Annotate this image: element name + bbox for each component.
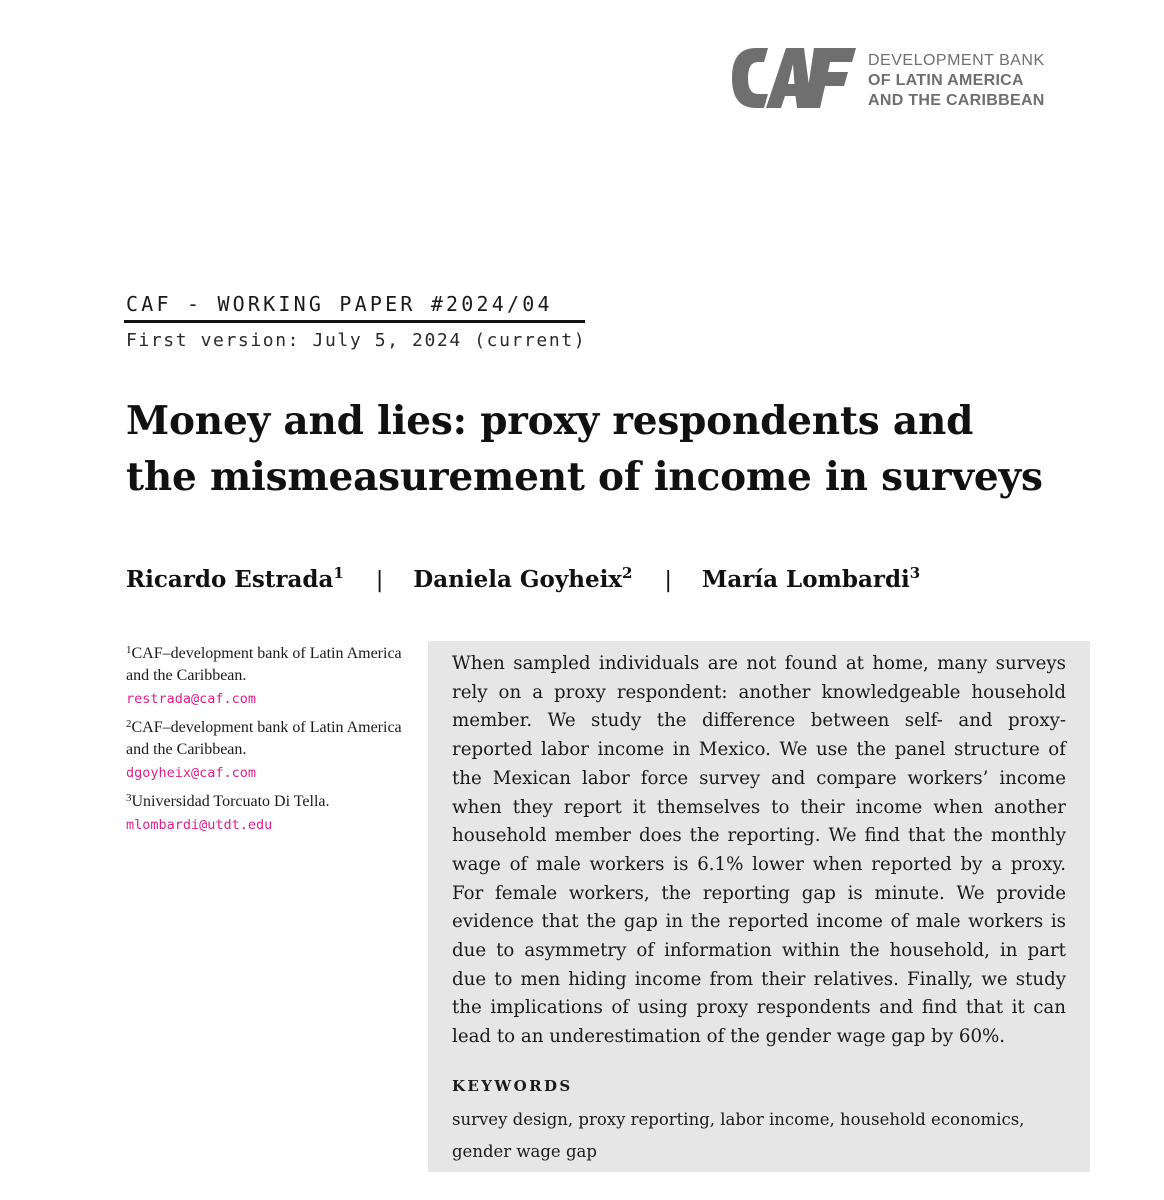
author-sup: 1	[333, 564, 344, 582]
abstract-box	[428, 641, 1090, 1172]
series-label: CAF - WORKING PAPER #2024/04	[126, 292, 553, 316]
affiliation-2	[126, 717, 416, 785]
email-link[interactable]: mlombardi@utdt.edu	[126, 817, 273, 833]
logo-line-3: AND THE CARIBBEAN	[868, 92, 1045, 109]
logo-wordmark	[868, 51, 1045, 111]
series-underline	[124, 320, 585, 323]
affiliation-1	[126, 643, 416, 711]
author-name: Daniela Goyheix	[413, 566, 623, 593]
author-1	[126, 566, 344, 593]
author-2	[413, 566, 632, 593]
affiliation-sup: 1	[126, 644, 132, 656]
affiliation-text: CAF–development bank of Latin America and the Caribbean.	[126, 645, 402, 684]
affiliation-sup: 2	[126, 718, 132, 730]
caf-logo-mark-icon	[728, 46, 860, 110]
email-link[interactable]: restrada@caf.com	[126, 691, 257, 707]
paper-title: Money and lies: proxy respondents and the mismeasurement of income in surveys	[126, 398, 1043, 500]
author-name: Ricardo Estrada	[126, 566, 334, 593]
author-sup: 2	[622, 564, 633, 582]
affiliation-text: Universidad Torcuato Di Tella.	[131, 793, 330, 810]
affiliation-sup: 3	[126, 792, 132, 804]
affiliation-text: CAF–development bank of Latin America and the Caribbean.	[126, 719, 402, 758]
author-name: María Lombardi	[701, 566, 910, 593]
abstract-text: When sampled individuals are not found at home, many surveys rely on a proxy respondent: another knowledgeable household member. We study the difference between self- and proxy-reported labor income in Mexico. We use the panel structure of the Mexican labor force survey and compare workers’ income when they report it themselves to their income when another household member does the reporting. We find that the monthly wage of male workers is 6.1% lower when reported by a proxy. For female workers, the reporting gap is minute. We provide evidence that the gap in the reported income of male workers is due to asymmetry of information within the household, in part due to men hiding income from their relatives. Finally, we study the implications of using proxy respondents and find that it can lead to an underestimation of the gender wage gap by 60%.	[452, 653, 1066, 1048]
keywords-heading: KEYWORDS	[452, 1076, 573, 1095]
affiliation-3	[126, 791, 416, 837]
author-sup: 3	[909, 564, 921, 582]
caf-logo	[728, 46, 1058, 116]
author-separator: |	[664, 568, 672, 593]
version-label: First version: July 5, 2024 (current)	[126, 330, 587, 351]
logo-line-2: OF LATIN AMERICA	[868, 72, 1024, 89]
logo-line-1: DEVELOPMENT BANK	[868, 52, 1045, 69]
email-link[interactable]: dgoyheix@caf.com	[126, 765, 257, 781]
author-3	[702, 566, 920, 593]
author-list	[126, 566, 920, 593]
affiliations	[126, 643, 416, 843]
author-separator: |	[375, 568, 384, 593]
keywords-text: survey design, proxy reporting, labor income, household economics, gender wage gap	[452, 1109, 1025, 1161]
